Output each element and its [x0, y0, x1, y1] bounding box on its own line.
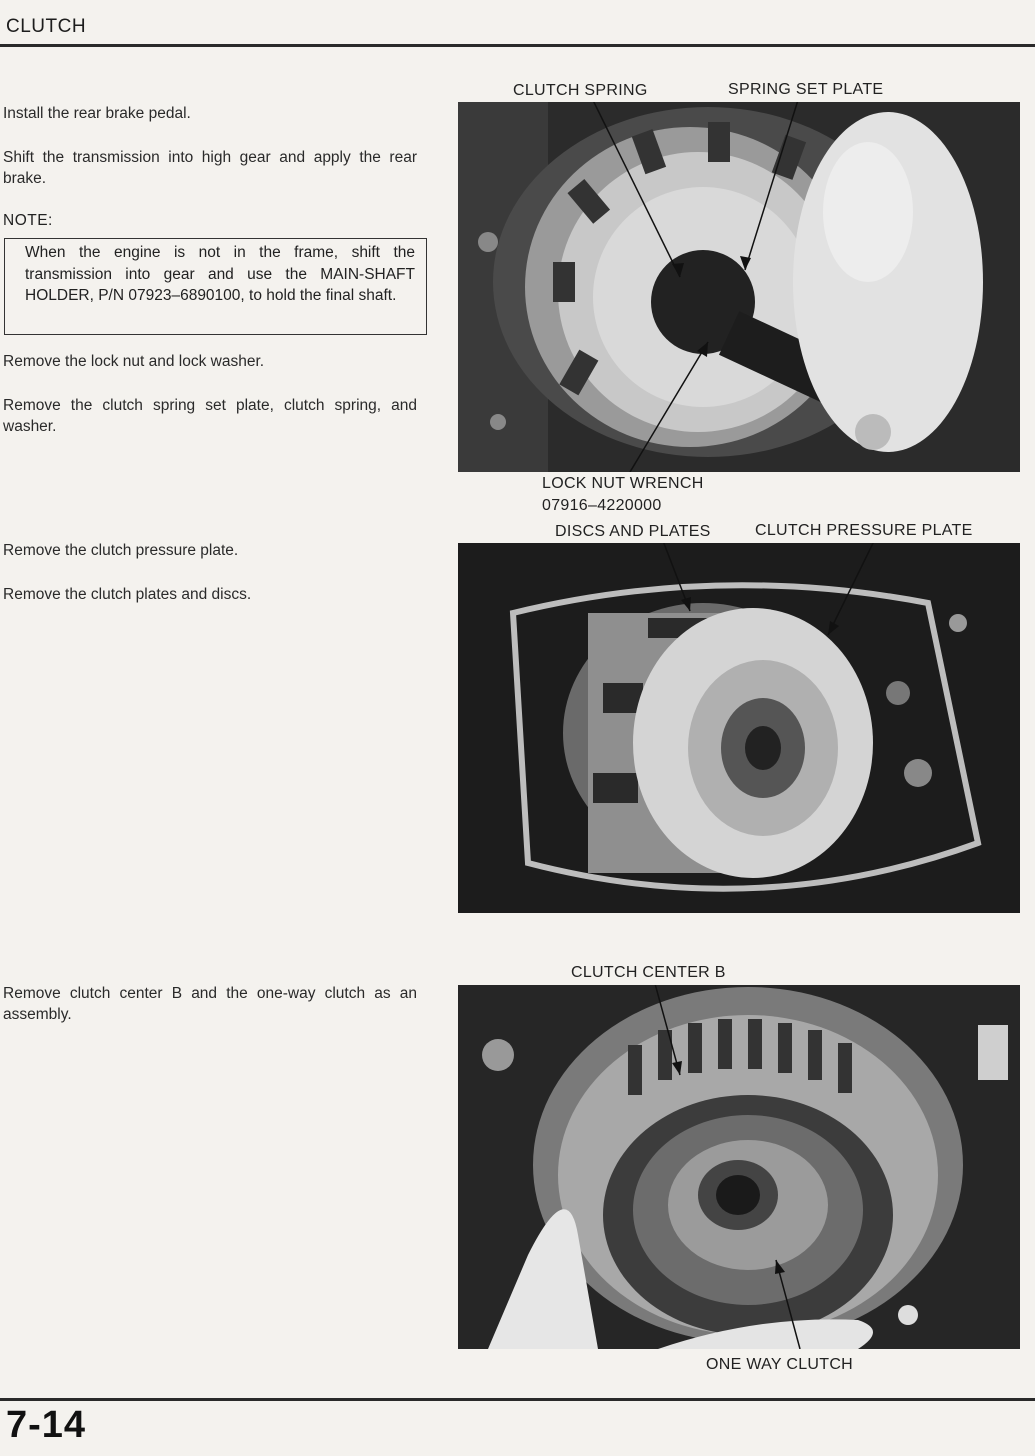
label-one-way-clutch: ONE WAY CLUTCH	[706, 1356, 854, 1373]
label-discs-and-plates: DISCS AND PLATES	[555, 523, 711, 540]
photo-clutch-center-removal	[458, 985, 1020, 1349]
photo-clutch-spring-removal	[458, 102, 1020, 472]
step-remove-pressure-plate: Remove the clutch pressure plate.	[3, 542, 239, 559]
step-remove-clutch-center-b: Remove clutch center B and the one-way clutch as an assembly.	[3, 985, 417, 1023]
footer-rule	[0, 1398, 1035, 1401]
page-number: 7-14	[6, 1404, 87, 1446]
photo-pressure-plate-removal	[458, 543, 1020, 913]
label-clutch-pressure-plate: CLUTCH PRESSURE PLATE	[755, 522, 973, 539]
label-clutch-center-b: CLUTCH CENTER B	[571, 964, 726, 981]
step-remove-lock-nut: Remove the lock nut and lock washer.	[3, 353, 265, 370]
step-install-brake-pedal: Install the rear brake pedal.	[3, 105, 191, 122]
label-lock-nut-wrench-part-number: 07916–4220000	[542, 497, 662, 514]
step-remove-spring-set-plate: Remove the clutch spring set plate, clutch spring, and washer.	[3, 397, 417, 435]
note-label: NOTE:	[3, 212, 53, 229]
label-lock-nut-wrench: LOCK NUT WRENCH	[542, 475, 704, 492]
note-box: When the engine is not in the frame, shift the transmission into gear and use the MAIN-SHAFT HOLDER, P/N 07923–6890100, to hold the final shaft.	[4, 238, 427, 335]
header-rule	[0, 44, 1035, 47]
step-remove-plates-discs: Remove the clutch plates and discs.	[3, 586, 252, 603]
step-shift-transmission: Shift the transmission into high gear and apply the rear brake.	[3, 149, 417, 187]
label-clutch-spring: CLUTCH SPRING	[513, 82, 648, 99]
label-spring-set-plate: SPRING SET PLATE	[728, 81, 884, 98]
section-title: CLUTCH	[6, 16, 87, 37]
